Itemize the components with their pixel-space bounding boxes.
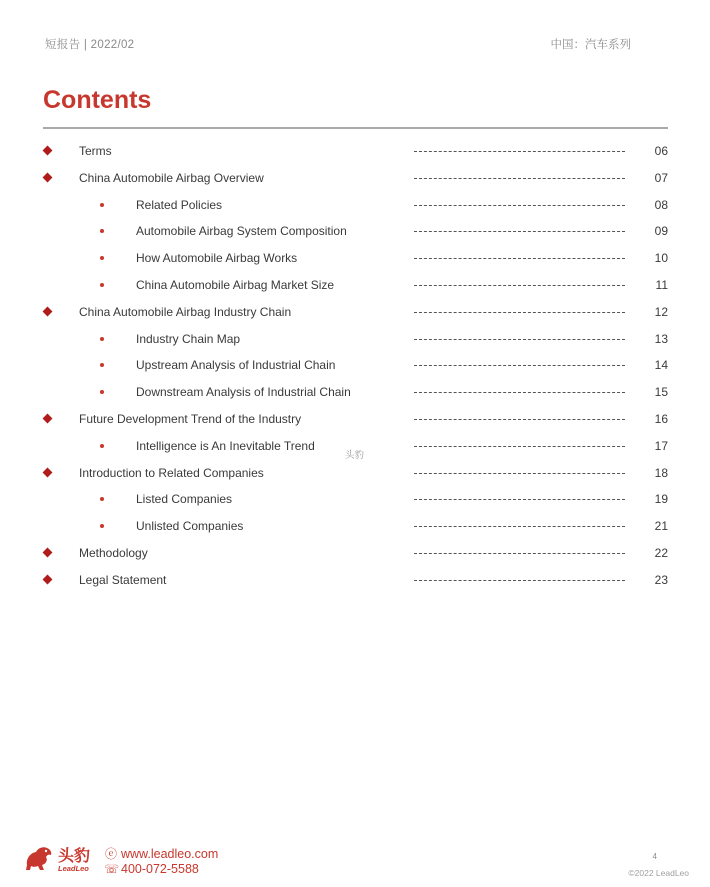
toc-entry[interactable] [0,406,710,433]
toc-entry[interactable] [0,326,710,353]
toc-entry[interactable] [0,218,710,245]
toc-leader-line [414,258,625,259]
toc-leader-line [414,392,625,393]
toc-entry-page: 23 [654,572,668,587]
toc-entry-label: Future Development Trend of the Industry [79,411,302,426]
dot-bullet-icon [100,203,104,207]
toc-leader-line [414,365,625,366]
toc-entry[interactable] [0,245,710,272]
toc-entry-page: 15 [654,385,668,400]
toc-leader-line [414,419,625,420]
toc-entry-page: 09 [654,224,668,239]
toc-leader-line [414,285,625,286]
toc-entry-page: 19 [654,492,668,507]
phone-text: 400-072-5588 [121,862,199,876]
toc-entry-page: 22 [654,545,668,560]
page-number: 4 [652,852,657,861]
toc-entry-page: 12 [654,304,668,319]
toc-entry-label: Upstream Analysis of Industrial Chain [136,358,336,373]
toc-entry-label: Legal Statement [79,572,167,587]
title-divider [43,127,668,129]
dot-bullet-icon [100,256,104,260]
toc-entry-page: 11 [655,277,668,292]
diamond-bullet-icon [43,467,53,477]
toc-entry-label: Listed Companies [136,492,233,507]
toc-leader-line [414,446,625,447]
toc-entry-label: China Automobile Airbag Industry Chain [79,304,292,319]
toc-entry[interactable] [0,567,710,594]
toc-entry-page: 14 [654,358,668,373]
copyright: ©2022 LeadLeo [628,868,689,878]
toc-entry-label: How Automobile Airbag Works [136,251,298,266]
toc-leader-line [414,312,625,313]
toc-entry[interactable] [0,540,710,567]
toc-entry-label: Downstream Analysis of Industrial Chain [136,385,351,400]
toc-leader-line [414,178,625,179]
toc-leader-line [414,339,625,340]
diamond-bullet-icon [43,548,53,558]
toc-entry-page: 18 [654,465,668,480]
toc-entry-page: 06 [654,144,668,158]
toc-entry-label: China Automobile Airbag Market Size [136,277,335,292]
toc-entry-page: 16 [654,411,668,426]
toc-entry-page: 07 [654,170,668,185]
header-series: 中国：汽车系列 [550,39,631,51]
dot-bullet-icon [100,229,104,233]
dot-bullet-icon [100,497,104,501]
toc-entry[interactable] [0,460,710,487]
toc-entry[interactable] [0,513,710,540]
toc-entry-label: Industry Chain Map [136,331,241,346]
website-link[interactable] [104,845,218,862]
header-report-date: 短报告 | 2022/02 [45,39,135,51]
toc-entry[interactable] [0,165,710,192]
toc-leader-line [414,580,625,581]
toc-entry[interactable] [0,299,710,326]
website-text: www.leadleo.com [121,847,219,861]
phone-icon: ☏ [104,862,120,876]
toc-entry-label: Automobile Airbag System Composition [136,224,347,239]
dot-bullet-icon [100,444,104,448]
toc-leader-line [414,526,625,527]
toc-entry[interactable] [0,486,710,513]
leopard-logo-icon [24,843,54,873]
toc-leader-line [414,553,625,554]
browser-icon: ⓔ [104,847,117,861]
toc-entry-label: Methodology [79,545,148,560]
diamond-bullet-icon [43,414,53,424]
dot-bullet-icon [100,283,104,287]
toc-entry-label: Intelligence is An Inevitable Trend [136,438,315,453]
toc-entry[interactable] [0,272,710,299]
toc-entry-label: China Automobile Airbag Overview [79,170,264,185]
dot-bullet-icon [100,524,104,528]
dot-bullet-icon [100,390,104,394]
toc-leader-line [414,205,625,206]
toc-entry-page: 21 [654,519,668,534]
page-title: Contents [43,86,152,114]
toc-entry[interactable] [0,138,710,165]
diamond-bullet-icon [43,146,53,156]
toc-leader-line [414,231,625,232]
diamond-bullet-icon [43,306,53,316]
dot-bullet-icon [100,363,104,367]
brand-name-cn: 头豹 [58,848,91,865]
toc-entry-label: Terms [79,144,112,158]
diamond-bullet-icon [43,172,53,182]
phone-contact [104,862,199,876]
toc-leader-line [414,499,625,500]
diamond-bullet-icon [43,574,53,584]
table-of-contents [0,138,710,594]
toc-entry-page: 10 [654,251,668,266]
toc-leader-line [414,151,625,152]
toc-entry[interactable] [0,352,710,379]
toc-entry-page: 13 [654,331,668,346]
toc-entry-page: 17 [654,438,668,453]
watermark: 头豹 [345,450,365,461]
toc-entry[interactable] [0,192,710,219]
dot-bullet-icon [100,337,104,341]
brand-name-en: LeadLeo [58,864,89,873]
toc-leader-line [414,473,625,474]
toc-entry-label: Related Policies [136,197,223,212]
toc-entry-label: Unlisted Companies [136,519,244,534]
toc-entry-label: Introduction to Related Companies [79,465,264,480]
toc-entry-page: 08 [654,197,668,212]
toc-entry[interactable] [0,379,710,406]
